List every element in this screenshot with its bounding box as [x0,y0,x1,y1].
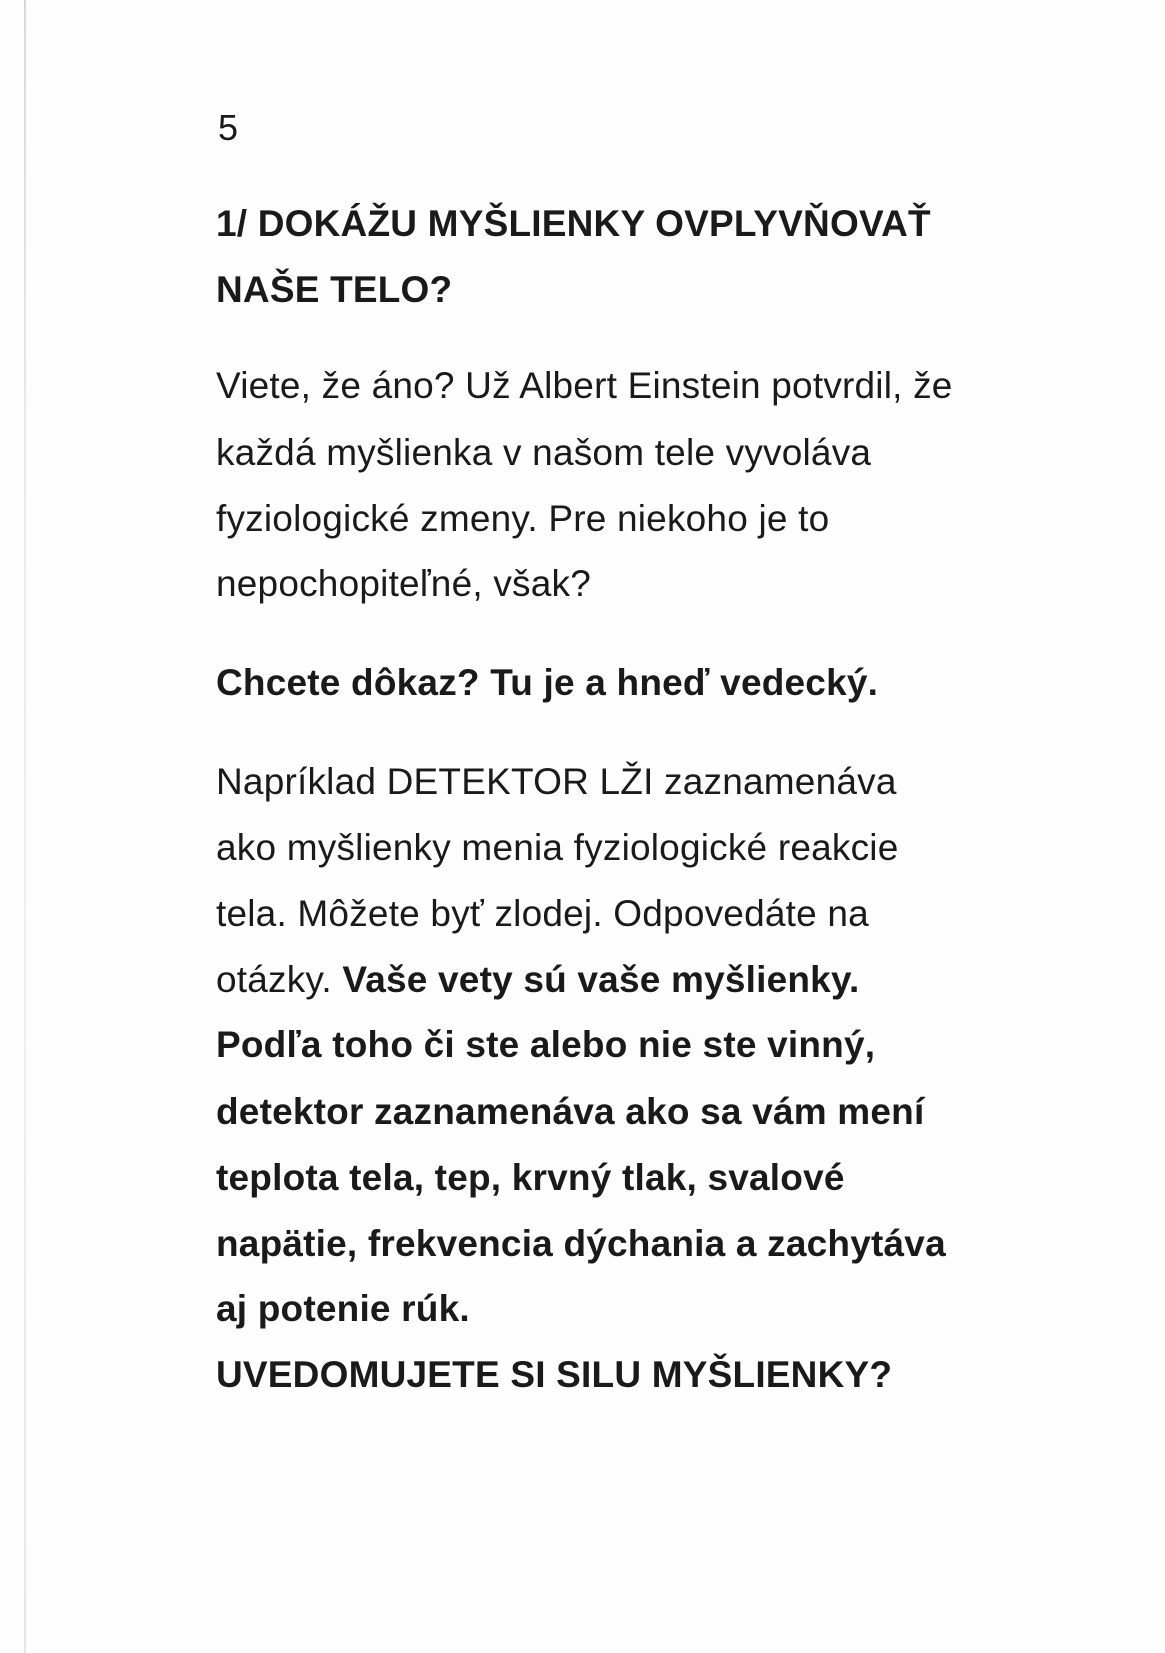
paragraph2-line-3: tela. Môžete byť zlodej. Odpovedáte na [216,893,869,934]
paragraph2-bold-line-5: aj potenie rúk. [216,1288,470,1329]
page-number: 5 [218,107,239,148]
proof-line: Chcete dôkaz? Tu je a hneď vedecký. [216,662,879,703]
heading-line-1: 1/ DOKÁŽU MYŠLIENKY OVPLYVŇOVAŤ [216,203,931,244]
paragraph1-line-1: Viete, že áno? Už Albert Einstein potvrdil, že [216,365,953,406]
paragraph2-line-4 [216,958,859,1002]
paragraph2-bold-line-3: teplota tela, tep, krvný tlak, svalové [216,1157,845,1198]
paragraph2-line-4-regular: otázky. [216,959,332,1000]
paragraph1-line-4: nepochopiteľné, však? [216,563,591,604]
paragraph2-bold-line-1: Podľa toho či ste alebo nie ste vinný, [216,1024,876,1065]
scan-edge-shadow [24,0,26,1653]
paragraph2-line-1: Napríklad DETEKTOR LŽI zaznamenáva [216,761,897,802]
paragraph1-line-3: fyziologické zmeny. Pre niekoho je to [216,498,830,539]
paragraph1-line-2: každá myšlienka v našom tele vyvoláva [216,432,872,473]
heading-line-2: NAŠE TELO? [216,269,453,310]
paragraph2-line-2: ako myšlienky menia fyziologické reakcie [216,827,899,868]
paragraph2-bold-line-4: napätie, frekvencia dýchania a zachytáva [216,1223,946,1264]
paragraph2-bold-line-2: detektor zaznamenáva ako sa vám mení [216,1091,925,1132]
paragraph2-line-4-bold: Vaše vety sú vaše myšlienky. [342,959,860,1000]
closing-question: UVEDOMUJETE SI SILU MYŠLIENKY? [216,1354,893,1395]
